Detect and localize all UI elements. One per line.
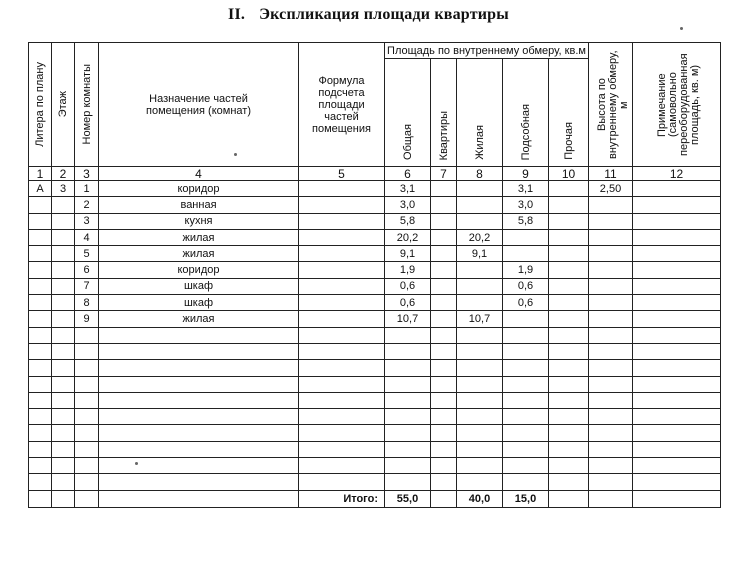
cell-total: 3,1 bbox=[385, 181, 431, 197]
cell-note bbox=[633, 246, 721, 262]
empty-row bbox=[29, 474, 721, 490]
cell-apt bbox=[431, 213, 457, 229]
cell-name: жилая bbox=[99, 229, 299, 245]
table-row bbox=[29, 262, 721, 278]
cell-total: 0,6 bbox=[385, 278, 431, 294]
header-formula: Формула подсчета площади частей помещения bbox=[299, 43, 385, 167]
cell-floor bbox=[52, 295, 75, 311]
cell-room: 8 bbox=[75, 295, 99, 311]
cell-floor: 3 bbox=[52, 181, 75, 197]
cell-aux: 0,6 bbox=[503, 278, 549, 294]
cell-room: 9 bbox=[75, 311, 99, 327]
title-number: II. bbox=[228, 6, 246, 23]
cell-apt bbox=[431, 181, 457, 197]
cell-formula bbox=[299, 295, 385, 311]
scan-speck bbox=[680, 27, 683, 30]
cell-room: 4 bbox=[75, 229, 99, 245]
cell-room: 6 bbox=[75, 262, 99, 278]
cell-litera: А bbox=[29, 181, 52, 197]
cell-floor bbox=[52, 213, 75, 229]
cell-height bbox=[589, 229, 633, 245]
cell-apt bbox=[431, 262, 457, 278]
cell-litera bbox=[29, 197, 52, 213]
cell-other bbox=[549, 213, 589, 229]
header-floor: Этаж bbox=[52, 43, 75, 167]
cell-aux: 0,6 bbox=[503, 295, 549, 311]
cell-formula bbox=[299, 246, 385, 262]
totals-total-area: 55,0 bbox=[385, 490, 431, 507]
cell-height bbox=[589, 262, 633, 278]
cell-other bbox=[549, 295, 589, 311]
cell-litera bbox=[29, 278, 52, 294]
empty-row bbox=[29, 441, 721, 457]
scan-speck bbox=[234, 153, 237, 156]
header-height: Высота по внутреннему обмеру, м bbox=[589, 43, 633, 167]
cell-aux: 3,1 bbox=[503, 181, 549, 197]
empty-row bbox=[29, 425, 721, 441]
empty-row bbox=[29, 360, 721, 376]
header-litera: Литера по плану bbox=[29, 43, 52, 167]
cell-other bbox=[549, 181, 589, 197]
cell-litera bbox=[29, 229, 52, 245]
cell-living bbox=[457, 295, 503, 311]
table-row bbox=[29, 213, 721, 229]
cell-name: ванная bbox=[99, 197, 299, 213]
cell-living bbox=[457, 278, 503, 294]
cell-other bbox=[549, 246, 589, 262]
cell-other bbox=[549, 278, 589, 294]
explication-table bbox=[28, 42, 721, 508]
empty-row bbox=[29, 392, 721, 408]
totals-row bbox=[29, 490, 721, 507]
column-number: 11 bbox=[589, 167, 633, 181]
cell-litera bbox=[29, 311, 52, 327]
table-row bbox=[29, 278, 721, 294]
cell-total: 1,9 bbox=[385, 262, 431, 278]
header-auxiliary-area: Подсобная bbox=[503, 59, 549, 167]
column-number: 8 bbox=[457, 167, 503, 181]
cell-other bbox=[549, 262, 589, 278]
empty-row bbox=[29, 343, 721, 359]
totals-apartment-area bbox=[431, 490, 457, 507]
cell-litera bbox=[29, 295, 52, 311]
cell-note bbox=[633, 213, 721, 229]
table-row bbox=[29, 229, 721, 245]
table-row bbox=[29, 246, 721, 262]
table-row bbox=[29, 197, 721, 213]
cell-apt bbox=[431, 229, 457, 245]
cell-other bbox=[549, 197, 589, 213]
cell-living bbox=[457, 181, 503, 197]
cell-note bbox=[633, 197, 721, 213]
column-number: 1 bbox=[29, 167, 52, 181]
cell-other bbox=[549, 311, 589, 327]
cell-height: 2,50 bbox=[589, 181, 633, 197]
cell-note bbox=[633, 295, 721, 311]
cell-floor bbox=[52, 246, 75, 262]
cell-formula bbox=[299, 213, 385, 229]
cell-floor bbox=[52, 197, 75, 213]
totals-auxiliary-area: 15,0 bbox=[503, 490, 549, 507]
column-number: 3 bbox=[75, 167, 99, 181]
column-number: 7 bbox=[431, 167, 457, 181]
cell-living: 9,1 bbox=[457, 246, 503, 262]
cell-room: 2 bbox=[75, 197, 99, 213]
cell-total: 10,7 bbox=[385, 311, 431, 327]
header-total-area: Общая bbox=[385, 59, 431, 167]
column-number: 2 bbox=[52, 167, 75, 181]
cell-formula bbox=[299, 181, 385, 197]
cell-aux: 3,0 bbox=[503, 197, 549, 213]
cell-formula bbox=[299, 278, 385, 294]
header-note: Примечание (самовольно переоборудованная площадь, кв. м) bbox=[633, 43, 721, 167]
cell-floor bbox=[52, 262, 75, 278]
cell-note bbox=[633, 229, 721, 245]
table-row bbox=[29, 181, 721, 197]
header-living-area: Жилая bbox=[457, 59, 503, 167]
column-number: 6 bbox=[385, 167, 431, 181]
cell-room: 1 bbox=[75, 181, 99, 197]
column-number: 4 bbox=[99, 167, 299, 181]
cell-apt bbox=[431, 278, 457, 294]
cell-formula bbox=[299, 197, 385, 213]
cell-living bbox=[457, 262, 503, 278]
cell-living bbox=[457, 213, 503, 229]
totals-label: Итого: bbox=[299, 490, 385, 507]
totals-living-area: 40,0 bbox=[457, 490, 503, 507]
cell-height bbox=[589, 246, 633, 262]
cell-name: коридор bbox=[99, 181, 299, 197]
cell-name: кухня bbox=[99, 213, 299, 229]
cell-height bbox=[589, 213, 633, 229]
cell-height bbox=[589, 311, 633, 327]
header-area-group: Площадь по внутреннему обмеру, кв.м bbox=[385, 43, 589, 59]
cell-total: 9,1 bbox=[385, 246, 431, 262]
column-number: 12 bbox=[633, 167, 721, 181]
cell-name: шкаф bbox=[99, 278, 299, 294]
cell-room: 3 bbox=[75, 213, 99, 229]
cell-litera bbox=[29, 246, 52, 262]
cell-height bbox=[589, 197, 633, 213]
column-number: 9 bbox=[503, 167, 549, 181]
cell-litera bbox=[29, 213, 52, 229]
empty-row bbox=[29, 458, 721, 474]
cell-litera bbox=[29, 262, 52, 278]
table-row bbox=[29, 295, 721, 311]
cell-name: жилая bbox=[99, 246, 299, 262]
cell-note bbox=[633, 278, 721, 294]
cell-height bbox=[589, 278, 633, 294]
cell-floor bbox=[52, 311, 75, 327]
cell-aux bbox=[503, 246, 549, 262]
cell-total: 0,6 bbox=[385, 295, 431, 311]
header-purpose: Назначение частей помещения (комнат) bbox=[99, 43, 299, 167]
cell-room: 5 bbox=[75, 246, 99, 262]
cell-living bbox=[457, 197, 503, 213]
cell-living: 10,7 bbox=[457, 311, 503, 327]
cell-floor bbox=[52, 278, 75, 294]
cell-note bbox=[633, 262, 721, 278]
cell-total: 20,2 bbox=[385, 229, 431, 245]
cell-apt bbox=[431, 197, 457, 213]
cell-name: шкаф bbox=[99, 295, 299, 311]
empty-row bbox=[29, 409, 721, 425]
cell-apt bbox=[431, 295, 457, 311]
cell-name: жилая bbox=[99, 311, 299, 327]
cell-aux bbox=[503, 229, 549, 245]
cell-name: коридор bbox=[99, 262, 299, 278]
document-title bbox=[0, 6, 737, 24]
cell-total: 5,8 bbox=[385, 213, 431, 229]
cell-living: 20,2 bbox=[457, 229, 503, 245]
header-room-number: Номер комнаты bbox=[75, 43, 99, 167]
column-number: 5 bbox=[299, 167, 385, 181]
header-apartment-area: Квартиры bbox=[431, 59, 457, 167]
column-number: 10 bbox=[549, 167, 589, 181]
cell-apt bbox=[431, 311, 457, 327]
cell-apt bbox=[431, 246, 457, 262]
cell-aux: 1,9 bbox=[503, 262, 549, 278]
scan-speck bbox=[135, 462, 138, 465]
header-other-area: Прочая bbox=[549, 59, 589, 167]
cell-floor bbox=[52, 229, 75, 245]
cell-note bbox=[633, 311, 721, 327]
cell-aux: 5,8 bbox=[503, 213, 549, 229]
empty-row bbox=[29, 327, 721, 343]
totals-other-area bbox=[549, 490, 589, 507]
cell-height bbox=[589, 295, 633, 311]
cell-other bbox=[549, 229, 589, 245]
cell-formula bbox=[299, 262, 385, 278]
cell-formula bbox=[299, 311, 385, 327]
table-row bbox=[29, 311, 721, 327]
cell-total: 3,0 bbox=[385, 197, 431, 213]
cell-aux bbox=[503, 311, 549, 327]
cell-note bbox=[633, 181, 721, 197]
cell-room: 7 bbox=[75, 278, 99, 294]
column-number-row bbox=[29, 167, 721, 181]
empty-row bbox=[29, 376, 721, 392]
cell-formula bbox=[299, 229, 385, 245]
title-text: Экспликация площади квартиры bbox=[259, 6, 509, 23]
